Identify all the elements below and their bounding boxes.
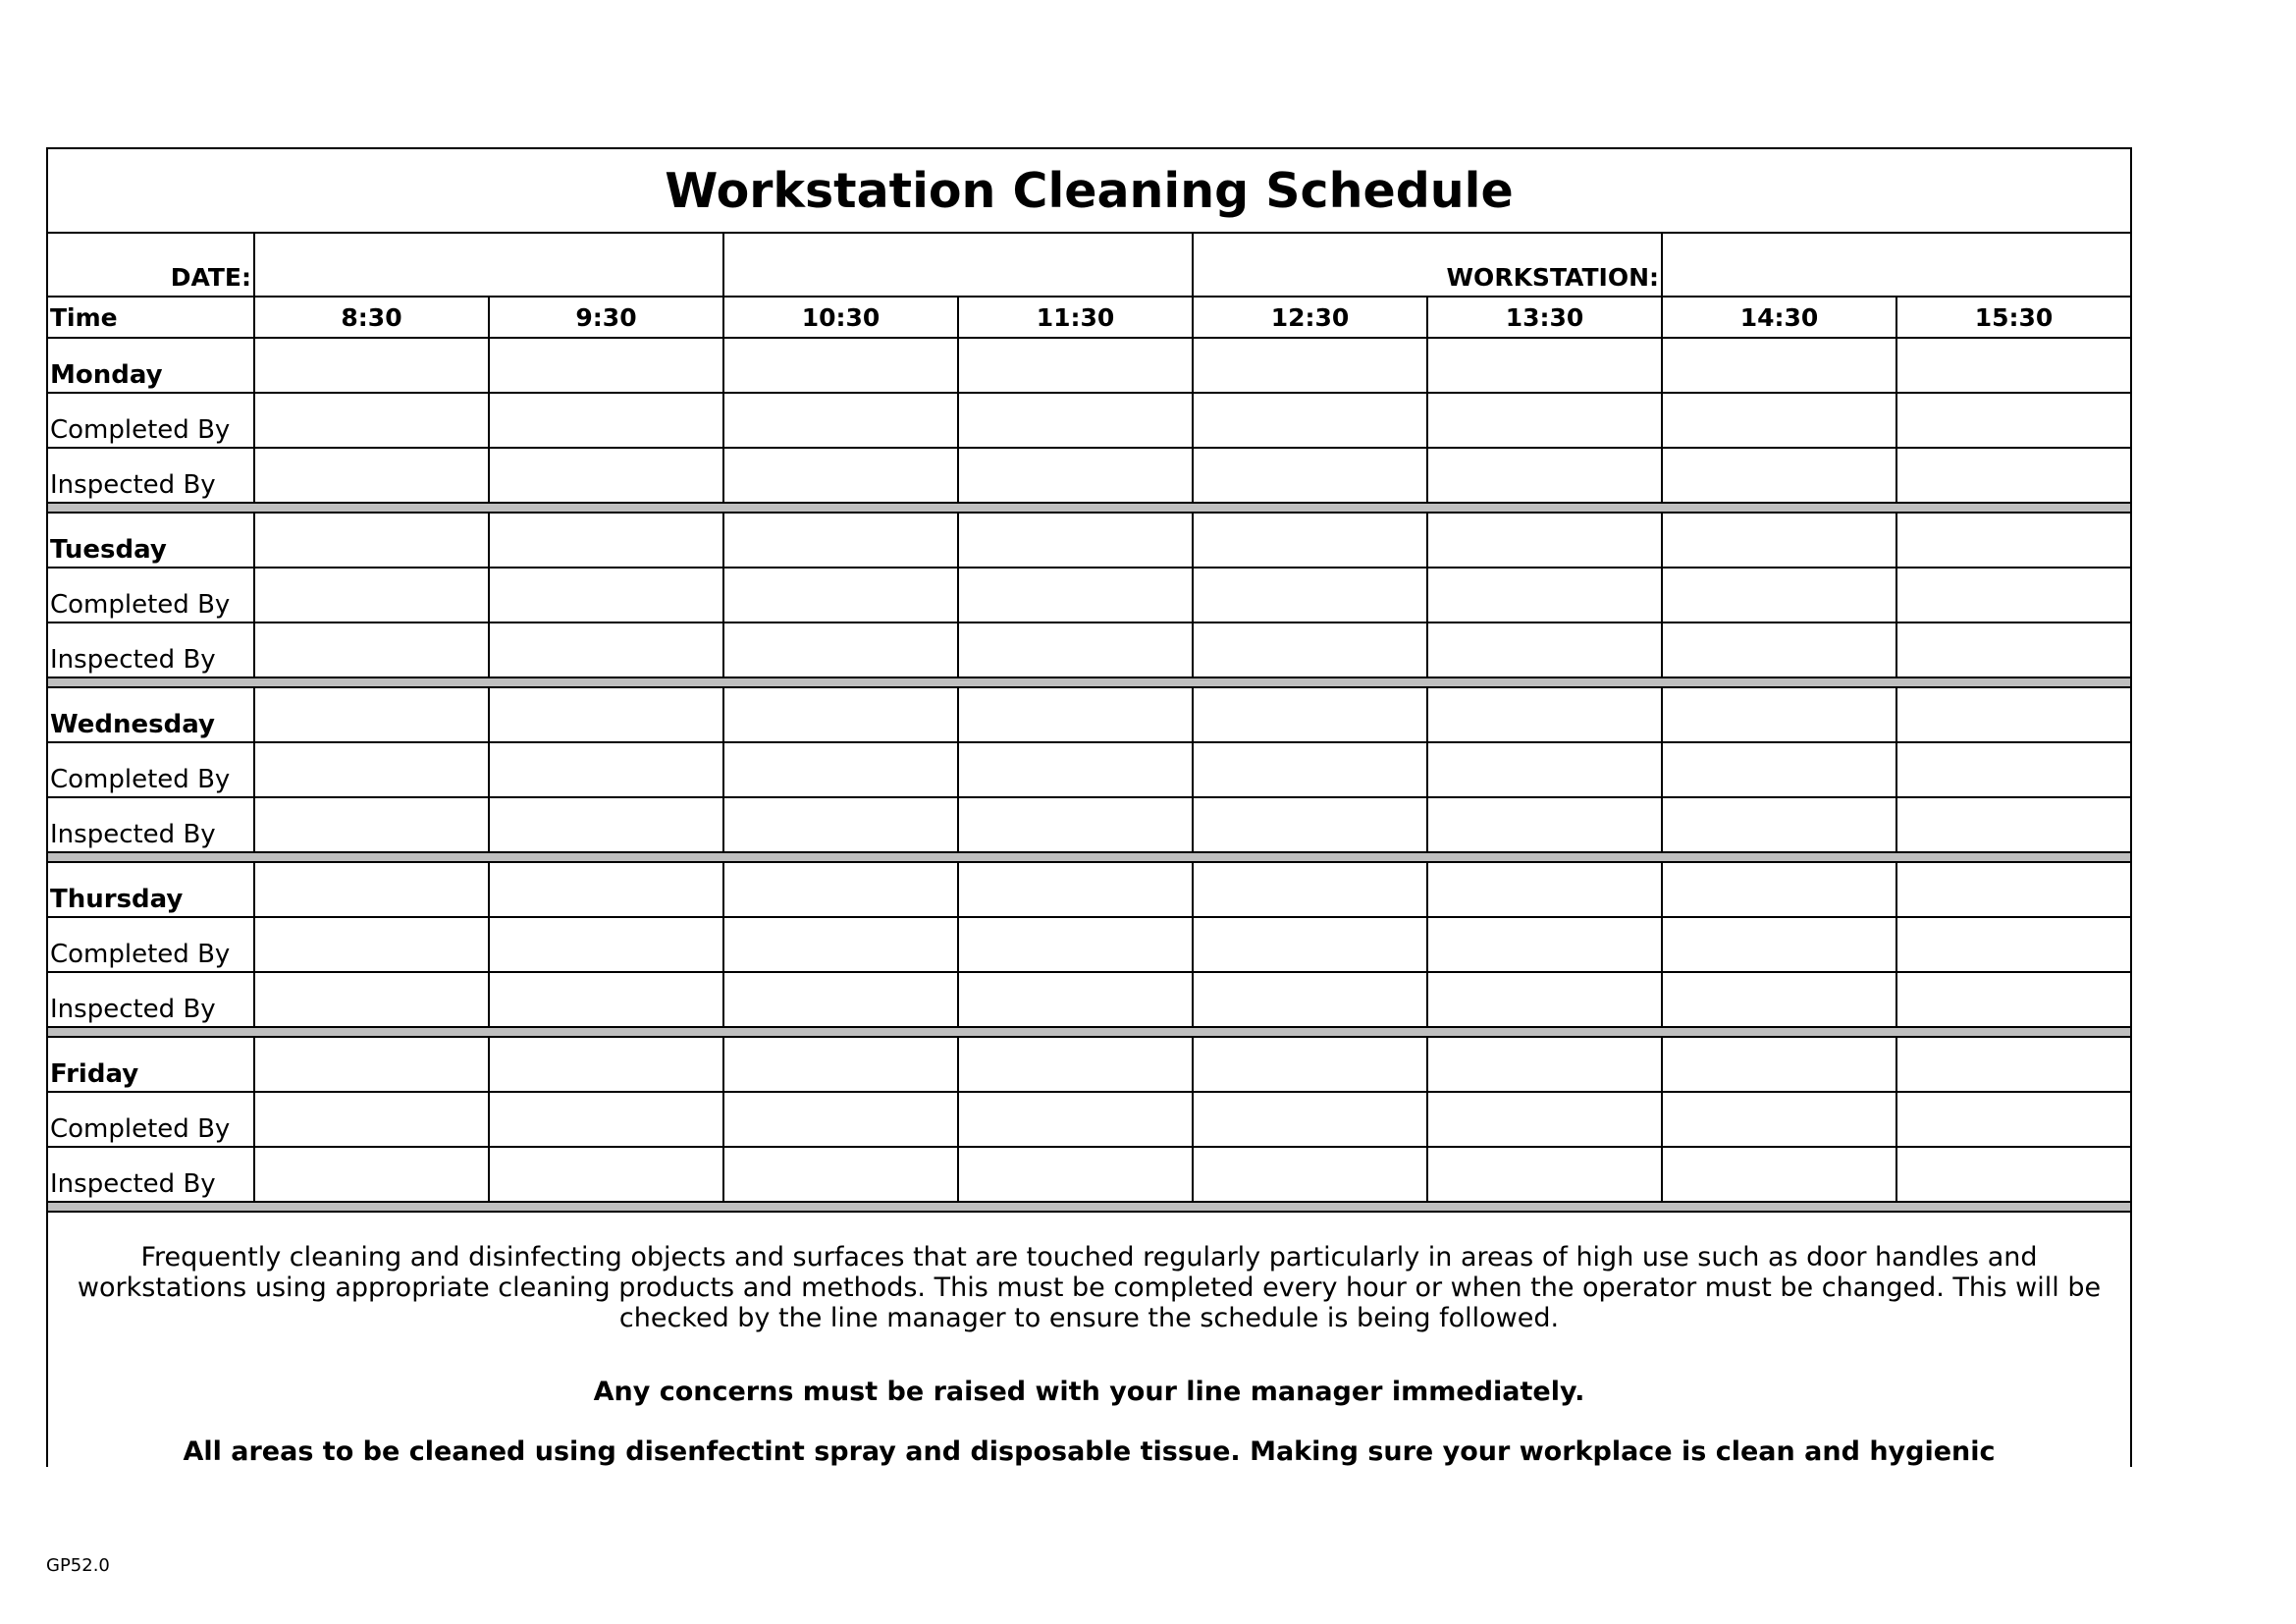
table-row	[47, 393, 2131, 448]
entry-cell-inspected-3-3[interactable]	[958, 972, 1193, 1027]
workstation-label: WORKSTATION:	[1193, 233, 1662, 297]
time-header-7: 15:30	[1896, 297, 2131, 338]
entry-cell-day-0-4[interactable]	[1193, 338, 1427, 393]
entry-cell-inspected-1-1[interactable]	[489, 623, 723, 677]
entry-cell-inspected-2-2[interactable]	[723, 797, 958, 852]
entry-cell-completed-4-4[interactable]	[1193, 1092, 1427, 1147]
entry-cell-inspected-4-5[interactable]	[1427, 1147, 1662, 1202]
inspected-by-label: Inspected By	[47, 1147, 254, 1202]
entry-cell-day-1-0[interactable]	[254, 513, 489, 568]
entry-cell-day-2-1[interactable]	[489, 687, 723, 742]
entry-cell-completed-3-1[interactable]	[489, 917, 723, 972]
entry-cell-completed-1-2[interactable]	[723, 568, 958, 623]
entry-cell-inspected-2-0[interactable]	[254, 797, 489, 852]
time-header-6: 14:30	[1662, 297, 1896, 338]
entry-cell-inspected-0-2[interactable]	[723, 448, 958, 503]
entry-cell-day-0-3[interactable]	[958, 338, 1193, 393]
entry-cell-day-0-0[interactable]	[254, 338, 489, 393]
entry-cell-day-4-3[interactable]	[958, 1037, 1193, 1092]
entry-cell-day-2-2[interactable]	[723, 687, 958, 742]
entry-cell-completed-2-0[interactable]	[254, 742, 489, 797]
date-field-extension[interactable]	[723, 233, 1193, 297]
inspected-by-label: Inspected By	[47, 448, 254, 503]
entry-cell-day-2-7[interactable]	[1896, 687, 2131, 742]
entry-cell-completed-1-6[interactable]	[1662, 568, 1896, 623]
entry-cell-day-4-4[interactable]	[1193, 1037, 1427, 1092]
entry-cell-inspected-3-4[interactable]	[1193, 972, 1427, 1027]
entry-cell-completed-2-2[interactable]	[723, 742, 958, 797]
cleaning-instructions: All areas to be cleaned using disenfectint spray and disposable tissue. Making sure your workplace is clean and hygienic	[183, 1436, 1996, 1467]
entry-cell-completed-4-0[interactable]	[254, 1092, 489, 1147]
entry-cell-inspected-2-5[interactable]	[1427, 797, 1662, 852]
entry-cell-inspected-1-2[interactable]	[723, 623, 958, 677]
inspected-by-label: Inspected By	[47, 623, 254, 677]
table-row	[47, 972, 2131, 1027]
entry-cell-completed-2-1[interactable]	[489, 742, 723, 797]
entry-cell-inspected-1-5[interactable]	[1427, 623, 1662, 677]
entry-cell-inspected-0-5[interactable]	[1427, 448, 1662, 503]
entry-cell-inspected-4-6[interactable]	[1662, 1147, 1896, 1202]
entry-cell-day-4-6[interactable]	[1662, 1037, 1896, 1092]
entry-cell-completed-1-5[interactable]	[1427, 568, 1662, 623]
time-header-4: 12:30	[1193, 297, 1427, 338]
entry-cell-inspected-4-4[interactable]	[1193, 1147, 1427, 1202]
table-row	[47, 1092, 2131, 1147]
table-row	[47, 862, 2131, 917]
entry-cell-inspected-3-2[interactable]	[723, 972, 958, 1027]
entry-cell-day-1-3[interactable]	[958, 513, 1193, 568]
table-row	[47, 917, 2131, 972]
separator-bar	[47, 677, 2131, 687]
time-header-3: 11:30	[958, 297, 1193, 338]
entry-cell-completed-4-7[interactable]	[1896, 1092, 2131, 1147]
completed-by-label: Completed By	[47, 1092, 254, 1147]
entry-cell-day-1-5[interactable]	[1427, 513, 1662, 568]
entry-cell-day-3-0[interactable]	[254, 862, 489, 917]
entry-cell-completed-3-0[interactable]	[254, 917, 489, 972]
entry-cell-day-1-4[interactable]	[1193, 513, 1427, 568]
document-code: GP52.0	[46, 1555, 110, 1576]
separator-bar	[47, 1202, 2131, 1212]
inspected-by-label: Inspected By	[47, 972, 254, 1027]
entry-cell-completed-0-2[interactable]	[723, 393, 958, 448]
entry-cell-inspected-1-6[interactable]	[1662, 623, 1896, 677]
completed-by-label: Completed By	[47, 742, 254, 797]
entry-cell-completed-1-3[interactable]	[958, 568, 1193, 623]
entry-cell-completed-1-0[interactable]	[254, 568, 489, 623]
entry-cell-inspected-1-4[interactable]	[1193, 623, 1427, 677]
date-label: DATE:	[47, 233, 254, 297]
time-header-0: 8:30	[254, 297, 489, 338]
table-row	[47, 687, 2131, 742]
day-label: Thursday	[47, 862, 254, 917]
completed-by-label: Completed By	[47, 393, 254, 448]
completed-by-label: Completed By	[47, 917, 254, 972]
entry-cell-day-0-1[interactable]	[489, 338, 723, 393]
entry-cell-completed-3-3[interactable]	[958, 917, 1193, 972]
entry-cell-inspected-3-0[interactable]	[254, 972, 489, 1027]
entry-cell-day-2-0[interactable]	[254, 687, 489, 742]
day-label: Friday	[47, 1037, 254, 1092]
time-label: Time	[47, 297, 254, 338]
day-label: Wednesday	[47, 687, 254, 742]
entry-cell-inspected-2-6[interactable]	[1662, 797, 1896, 852]
entry-cell-day-1-2[interactable]	[723, 513, 958, 568]
entry-cell-day-3-1[interactable]	[489, 862, 723, 917]
inspected-by-label: Inspected By	[47, 797, 254, 852]
notes-block	[47, 1212, 2131, 1467]
page-title: Workstation Cleaning Schedule	[47, 148, 2131, 233]
entry-cell-inspected-1-0[interactable]	[254, 623, 489, 677]
entry-cell-day-4-0[interactable]	[254, 1037, 489, 1092]
entry-cell-day-4-1[interactable]	[489, 1037, 723, 1092]
entry-cell-completed-2-4[interactable]	[1193, 742, 1427, 797]
entry-cell-completed-0-3[interactable]	[958, 393, 1193, 448]
entry-cell-inspected-1-3[interactable]	[958, 623, 1193, 677]
schedule-table	[46, 147, 2132, 1467]
completed-by-label: Completed By	[47, 568, 254, 623]
entry-cell-day-2-5[interactable]	[1427, 687, 1662, 742]
entry-cell-completed-0-0[interactable]	[254, 393, 489, 448]
entry-cell-day-4-7[interactable]	[1896, 1037, 2131, 1092]
entry-cell-inspected-4-3[interactable]	[958, 1147, 1193, 1202]
entry-cell-day-1-7[interactable]	[1896, 513, 2131, 568]
notes-row	[47, 1212, 2131, 1467]
entry-cell-day-0-6[interactable]	[1662, 338, 1896, 393]
entry-cell-inspected-0-4[interactable]	[1193, 448, 1427, 503]
concerns-note: Any concerns must be raised with your line manager immediately.	[593, 1377, 1585, 1407]
entry-cell-completed-0-6[interactable]	[1662, 393, 1896, 448]
entry-cell-day-1-6[interactable]	[1662, 513, 1896, 568]
time-header-5: 13:30	[1427, 297, 1662, 338]
table-row	[47, 1147, 2131, 1202]
entry-cell-inspected-0-1[interactable]	[489, 448, 723, 503]
entry-cell-completed-3-7[interactable]	[1896, 917, 2131, 972]
entry-cell-inspected-4-1[interactable]	[489, 1147, 723, 1202]
entry-cell-day-4-5[interactable]	[1427, 1037, 1662, 1092]
entry-cell-inspected-2-7[interactable]	[1896, 797, 2131, 852]
entry-cell-inspected-0-3[interactable]	[958, 448, 1193, 503]
table-row	[47, 797, 2131, 852]
entry-cell-day-3-5[interactable]	[1427, 862, 1662, 917]
entry-cell-inspected-2-1[interactable]	[489, 797, 723, 852]
entry-cell-completed-2-6[interactable]	[1662, 742, 1896, 797]
entry-cell-completed-3-6[interactable]	[1662, 917, 1896, 972]
day-separator	[47, 677, 2131, 687]
entry-cell-completed-3-2[interactable]	[723, 917, 958, 972]
entry-cell-day-3-3[interactable]	[958, 862, 1193, 917]
table-row	[47, 568, 2131, 623]
entry-cell-inspected-3-1[interactable]	[489, 972, 723, 1027]
notes-paragraph: Frequently cleaning and disinfecting objects and surfaces that are touched regularly particularly in areas of high use such as door handles and workstations using appropriate cleaning products and methods. This must be completed every hour or when the operator must be changed. This will be checked by the line manager to ensure the schedule is being followed.	[77, 1242, 2102, 1333]
day-label: Monday	[47, 338, 254, 393]
entry-cell-inspected-3-6[interactable]	[1662, 972, 1896, 1027]
entry-cell-day-2-4[interactable]	[1193, 687, 1427, 742]
entry-cell-day-0-5[interactable]	[1427, 338, 1662, 393]
entry-cell-inspected-4-7[interactable]	[1896, 1147, 2131, 1202]
entry-cell-inspected-0-0[interactable]	[254, 448, 489, 503]
day-separator	[47, 1027, 2131, 1037]
table-row	[47, 338, 2131, 393]
entry-cell-inspected-0-7[interactable]	[1896, 448, 2131, 503]
time-header-1: 9:30	[489, 297, 723, 338]
table-row	[47, 623, 2131, 677]
entry-cell-completed-1-4[interactable]	[1193, 568, 1427, 623]
entry-cell-completed-4-5[interactable]	[1427, 1092, 1662, 1147]
entry-cell-completed-2-3[interactable]	[958, 742, 1193, 797]
separator-bar	[47, 503, 2131, 513]
entry-cell-day-3-6[interactable]	[1662, 862, 1896, 917]
workstation-field[interactable]	[1662, 233, 2131, 297]
entry-cell-completed-4-2[interactable]	[723, 1092, 958, 1147]
entry-cell-day-2-6[interactable]	[1662, 687, 1896, 742]
entry-cell-inspected-2-3[interactable]	[958, 797, 1193, 852]
entry-cell-inspected-4-0[interactable]	[254, 1147, 489, 1202]
entry-cell-completed-4-3[interactable]	[958, 1092, 1193, 1147]
entry-cell-completed-1-1[interactable]	[489, 568, 723, 623]
entry-cell-inspected-1-7[interactable]	[1896, 623, 2131, 677]
entry-cell-day-3-7[interactable]	[1896, 862, 2131, 917]
entry-cell-day-2-3[interactable]	[958, 687, 1193, 742]
day-separator	[47, 1202, 2131, 1212]
entry-cell-completed-0-1[interactable]	[489, 393, 723, 448]
day-label: Tuesday	[47, 513, 254, 568]
entry-cell-inspected-4-2[interactable]	[723, 1147, 958, 1202]
entry-cell-inspected-0-6[interactable]	[1662, 448, 1896, 503]
entry-cell-completed-4-6[interactable]	[1662, 1092, 1896, 1147]
date-field[interactable]	[254, 233, 723, 297]
entry-cell-completed-1-7[interactable]	[1896, 568, 2131, 623]
day-separator	[47, 852, 2131, 862]
table-row	[47, 1037, 2131, 1092]
entry-cell-day-4-2[interactable]	[723, 1037, 958, 1092]
entry-cell-inspected-3-7[interactable]	[1896, 972, 2131, 1027]
entry-cell-completed-2-7[interactable]	[1896, 742, 2131, 797]
table-row	[47, 513, 2131, 568]
entry-cell-completed-3-5[interactable]	[1427, 917, 1662, 972]
table-row	[47, 448, 2131, 503]
separator-bar	[47, 852, 2131, 862]
entry-cell-day-0-2[interactable]	[723, 338, 958, 393]
time-header-2: 10:30	[723, 297, 958, 338]
table-row	[47, 742, 2131, 797]
entry-cell-inspected-2-4[interactable]	[1193, 797, 1427, 852]
day-separator	[47, 503, 2131, 513]
entry-cell-inspected-3-5[interactable]	[1427, 972, 1662, 1027]
schedule-sheet	[46, 147, 2130, 1467]
entry-cell-completed-4-1[interactable]	[489, 1092, 723, 1147]
entry-cell-completed-3-4[interactable]	[1193, 917, 1427, 972]
entry-cell-day-3-2[interactable]	[723, 862, 958, 917]
entry-cell-day-3-4[interactable]	[1193, 862, 1427, 917]
entry-cell-day-1-1[interactable]	[489, 513, 723, 568]
entry-cell-completed-0-7[interactable]	[1896, 393, 2131, 448]
entry-cell-completed-0-5[interactable]	[1427, 393, 1662, 448]
separator-bar	[47, 1027, 2131, 1037]
entry-cell-completed-2-5[interactable]	[1427, 742, 1662, 797]
entry-cell-day-0-7[interactable]	[1896, 338, 2131, 393]
entry-cell-completed-0-4[interactable]	[1193, 393, 1427, 448]
